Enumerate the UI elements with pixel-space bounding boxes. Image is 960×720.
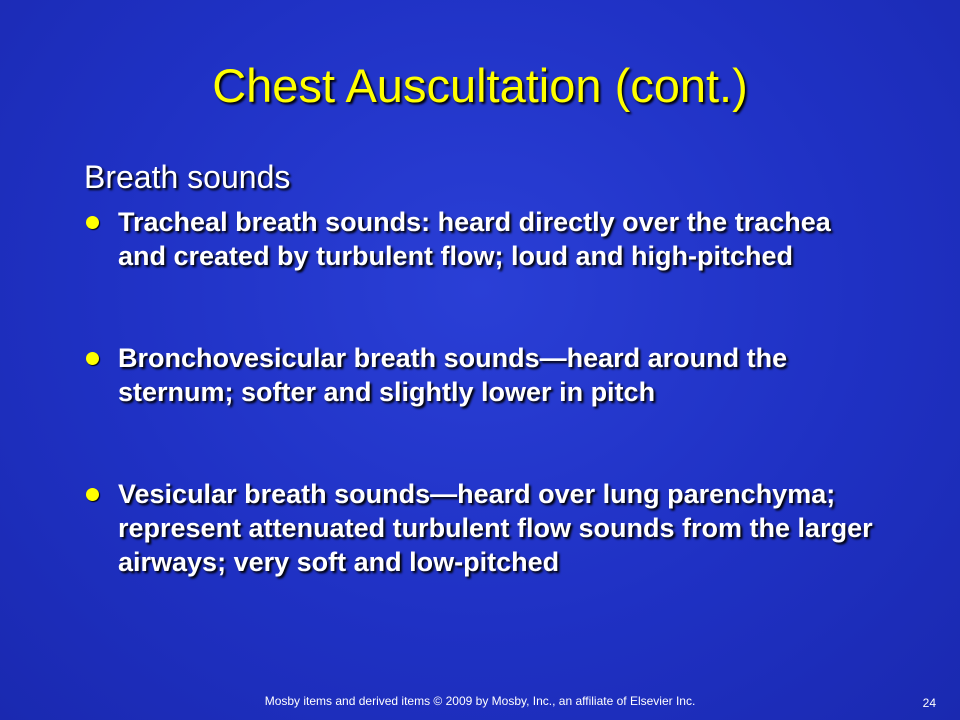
bullet-item-vesicular: [84, 477, 884, 579]
bullet-list: [84, 205, 884, 579]
section-heading: Breath sounds: [84, 159, 291, 195]
bullet-dot-icon: [86, 352, 99, 365]
bullet-dot-icon: [86, 216, 99, 229]
bullet-item-bronchovesicular: [84, 341, 884, 409]
bullet-text: Vesicular breath sounds—heard over lung parenchyma; represent attenuated turbulent flow sounds from the larger airways; very soft and low-pitched: [118, 479, 873, 577]
bullet-dot-icon: [86, 488, 99, 501]
bullet-text: Tracheal breath sounds: heard directly over the trachea and created by turbulent flow; loud and high-pitched: [118, 207, 831, 271]
slide-title: Chest Auscultation (cont.): [212, 59, 748, 112]
copyright-footer: Mosby items and derived items © 2009 by Mosby, Inc., an affiliate of Elsevier Inc.: [264, 694, 696, 708]
page-number: 24: [922, 696, 936, 710]
bullet-item-tracheal: [84, 205, 884, 273]
bullet-text: Bronchovesicular breath sounds—heard around the sternum; softer and slightly lower in pitch: [118, 343, 788, 407]
